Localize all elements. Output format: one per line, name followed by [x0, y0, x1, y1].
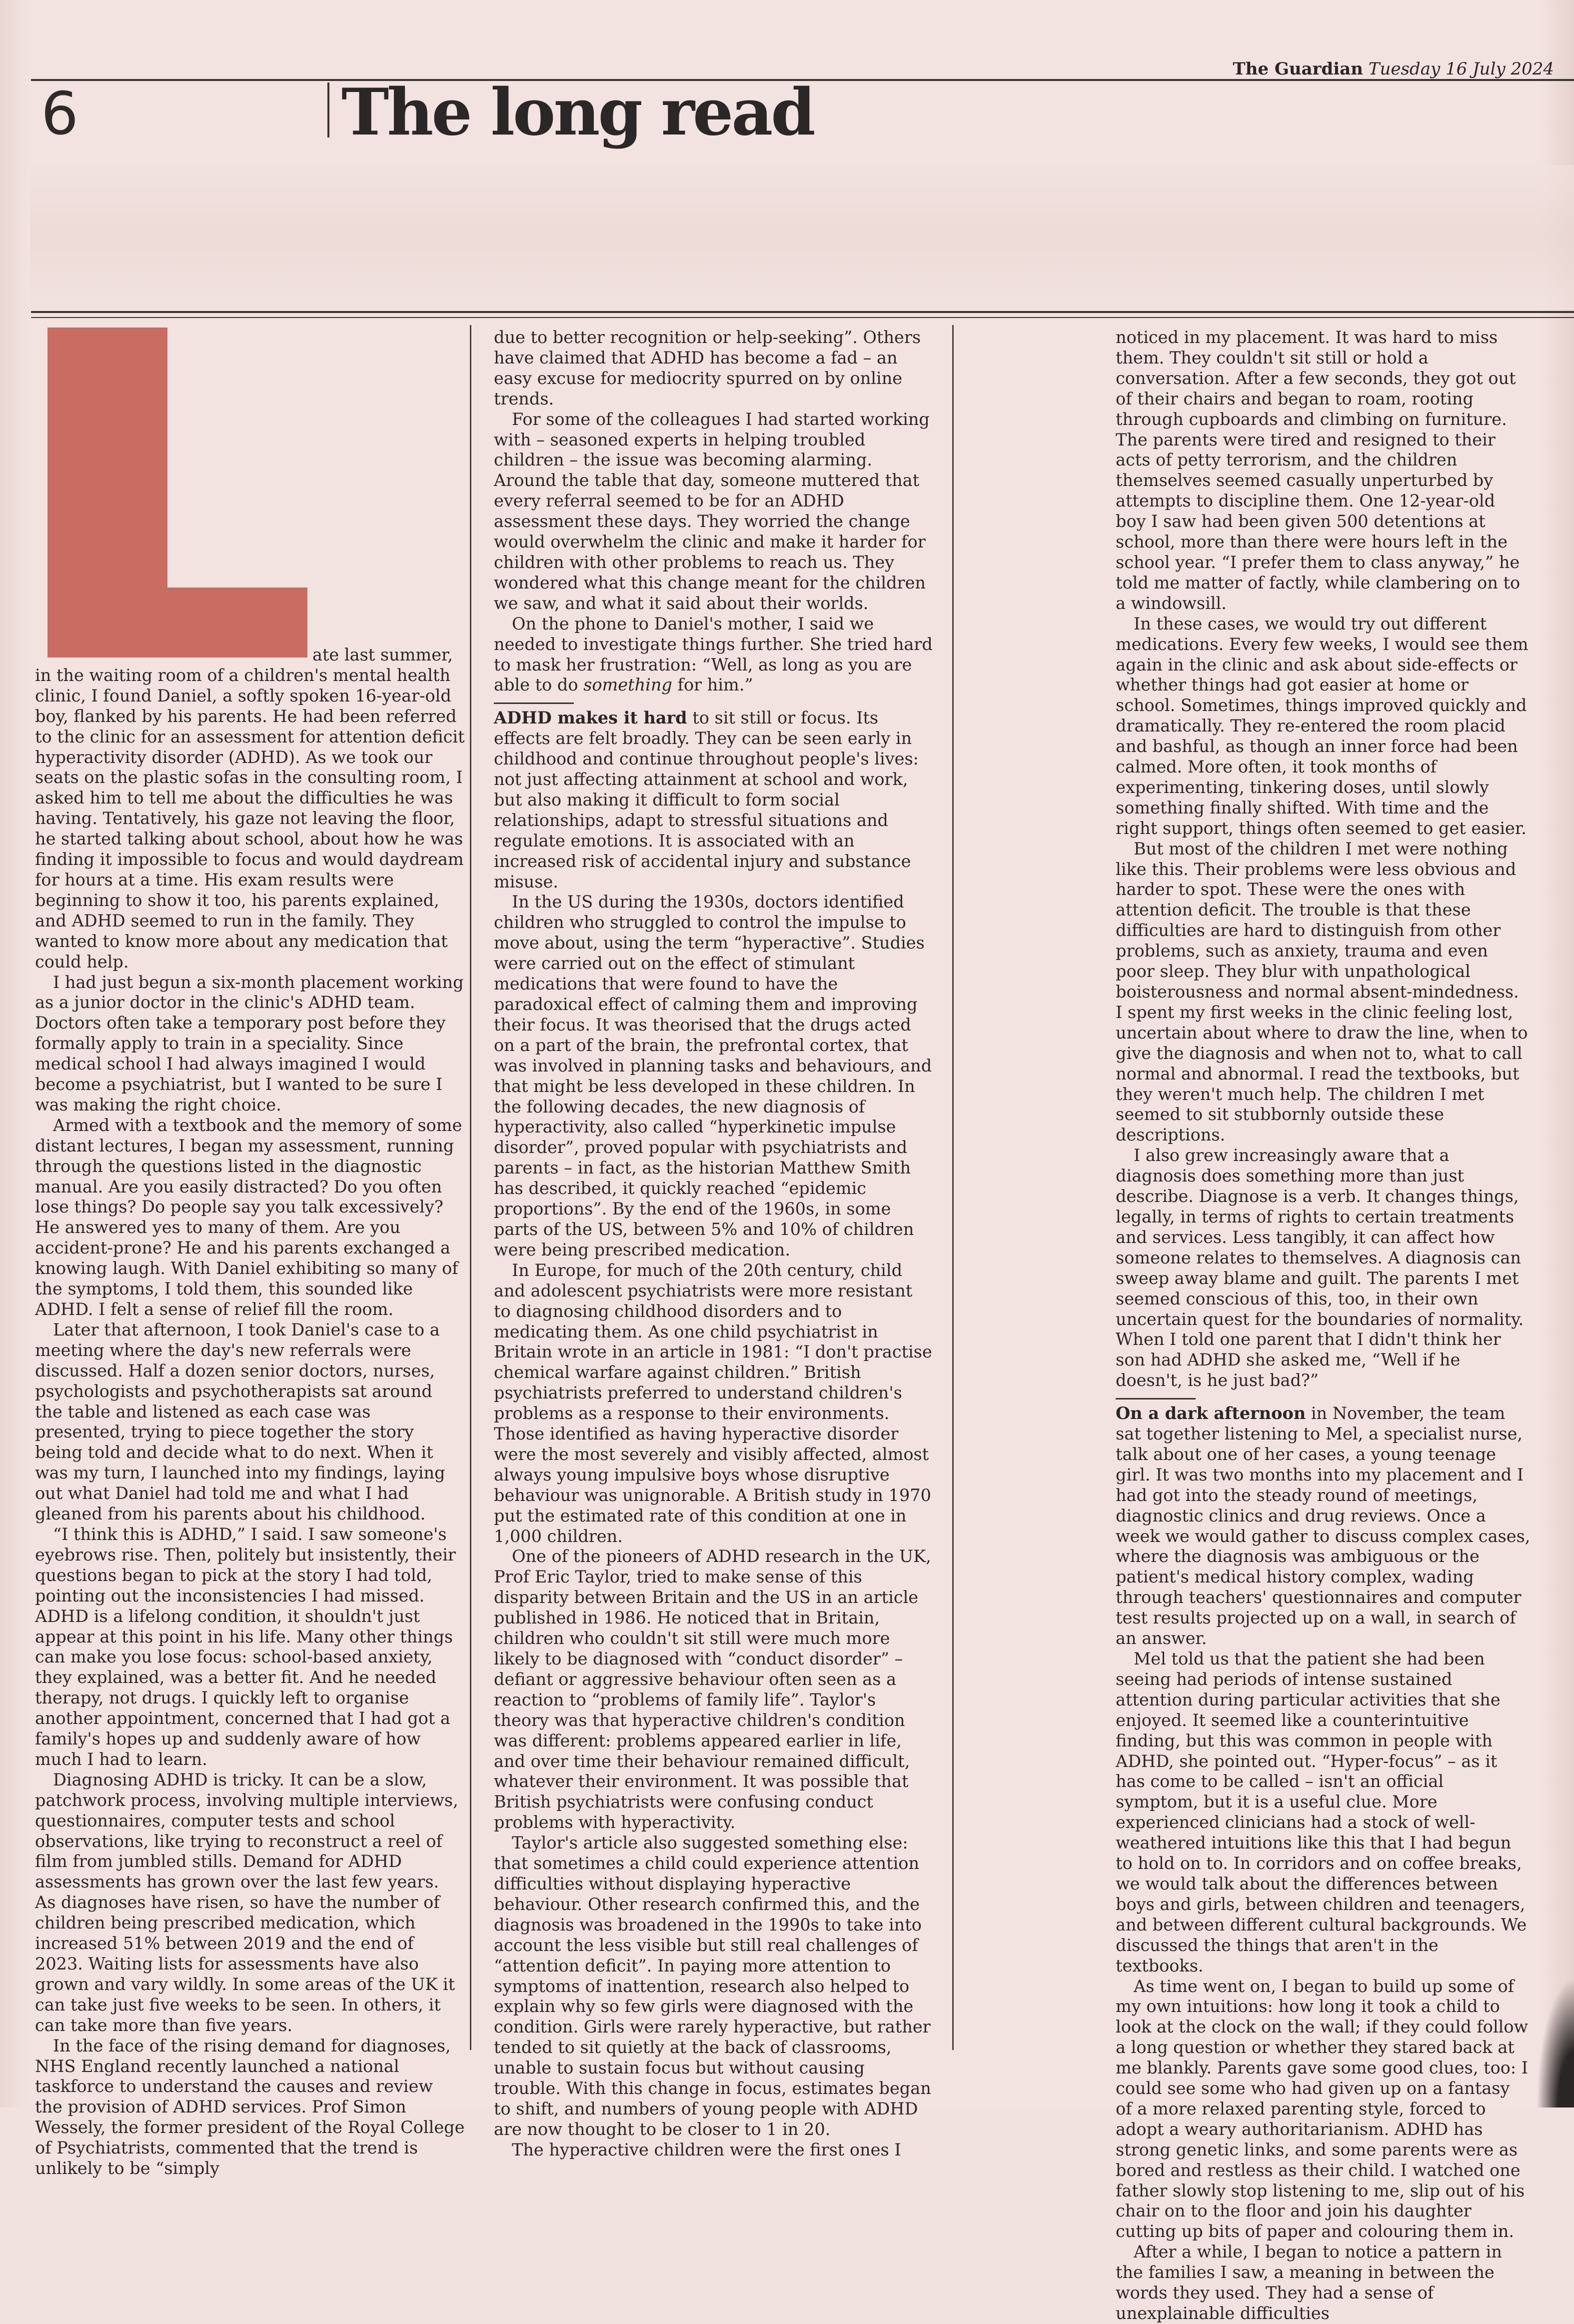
newspaper-name: The Guardian — [1233, 59, 1363, 79]
paragraph: On a dark afternoon in November, the team sat together listening to Mel, a specialist nurse, talk about one of her cases, a young teenage girl. It was two months into my placement and I had got into the steady round of meetings, diagnostic clinics and drug reviews. Once a week we would gather to discuss complex cases, where the diagnosis was ambiguous or the patient's medical history complex, wading through teachers' questionnaires and computer test results projected up on a wall, in search of an answer. — [1116, 1404, 1531, 1648]
masthead-info — [1233, 59, 1554, 79]
paragraph: “I think this is ADHD,” I said. I saw someone's eyebrows rise. Then, politely but insistently, their questions began to pick at the story I had told, pointing out the inconsistencies I had missed. ADHD is a lifelong condition, it shouldn't just appear at this point in his life. Many other things can make you lose focus: school-based anxiety, they explained, was a better fit. And he needed therapy, not drugs. I quickly left to organise another appointment, concerned that I had got a family's hopes up and suddenly aware of how much I had to learn. — [35, 1524, 456, 1769]
paragraph: I also grew increasingly aware that a diagnosis does something more than just describe. Diagnose is a verb. It changes things, legally, in terms of rights to certain treatments and services. Less tangibly, it can affect how someone relates to themselves. A diagnosis can sweep away blame and guilt. The parents I met seemed conscious of this, too, in their own uncertain quest for the boundaries of normality. When I told one parent that I didn't think her son had ADHD she asked me, “Well if he doesn't, is he just bad?” — [1116, 1146, 1524, 1390]
header-separator — [327, 82, 329, 138]
paragraph: The hyperactive children were the first ones I — [512, 2140, 901, 2160]
paragraph: For some of the colleagues I had started working with – seasoned experts in helping troubled children – the issue was becoming alarming. Around the table that day, someone muttered that every referral seemed to be for an ADHD assessment these days. They worried the change would overwhelm the clinic and make it harder for children with other problems to reach us. They wondered what this change meant for the children we saw, and what it said about their worlds. — [494, 409, 930, 613]
column-2 — [494, 328, 934, 2160]
column-rule-1 — [470, 325, 471, 2050]
paragraph: In the US during the 1930s, doctors identified children who struggled to control the impulse to move about, using the term “hyperactive”. Studies were carried out on the effect of stimulant medications that were found to have the paradoxical effect of calming them and improving their focus. It was theorised that the drugs acted on a part of the brain, the prefrontal cortex, that was involved in planning tasks and behaviours, and that might be less developed in these children. In the following decades, the new diagnosis of hyperactivity, also called “hyperkinetic impulse disorder”, proved popular with psychiatrists and parents – in fact, as the historian Matthew Smith has described, it quickly reached “epidemic proportions”. By the end of the 1960s, in some parts of the US, between 5% and 10% of children were being prescribed medication. — [494, 892, 932, 1260]
paragraph: due to better recognition or help-seeking”. Others have claimed that ADHD has become a fad – an easy excuse for mediocrity spurred on by online trends. — [494, 328, 921, 408]
paragraph: Later that afternoon, I took Daniel's case to a meeting where the day's new referrals were discussed. Half a dozen senior doctors, nurses, psychologists and psychotherapists sat around the table and listened as each case was presented, trying to piece together the story being told and decide what to do next. When it was my turn, I launched into my findings, laying out what Daniel had told me and what I had gleaned from his parents about his childhood. — [35, 1320, 445, 1524]
divider-rule-thin — [31, 317, 1574, 318]
show-through-band — [30, 165, 1574, 310]
paragraph: ADHD makes it hard to sit still or focus. Its effects are felt broadly. They can be seen early in childhood and continue throughout people's lives: not just affecting attainment at school and work, but also making it difficult to form social relationships, adapt to stressful situations and regulate emotions. It is associated with an increased risk of accidental injury and substance misuse. — [494, 708, 919, 892]
section-lead-in: ADHD makes it hard — [494, 708, 687, 728]
paragraph: Diagnosing ADHD is tricky. It can be a slow, patchwork process, involving multiple interviews, questionnaires, computer tests and school observations, like trying to reconstruct a reel of film from jumbled stills. Demand for ADHD assessments has grown over the last few years. As diagnoses have risen, so have the number of children being prescribed medication, which increased 51% between 2019 and the end of 2023. Waiting lists for assessments have also grown and vary wildly. In some areas of the UK it can take just five weeks to be seen. In others, it can take more than five years. — [35, 1770, 458, 2035]
issue-date: Tuesday 16 July 2024 — [1368, 59, 1554, 79]
column-rule-2 — [952, 325, 954, 2050]
paragraph: I had just begun a six-month placement working as a junior doctor in the clinic's ADHD team. Doctors often take a temporary post before they formally apply to train in a speciality. Since medical school I had always imagined I would become a psychiatrist, but I wanted to be sure I was making the right choice. — [35, 972, 464, 1114]
paragraph: Armed with a textbook and the memory of some distant lectures, I began my assessment, running through the questions listed in the diagnostic manual. Are you easily distracted? Do you often lose things? Do people say you talk excessively? He answered yes to many of them. Are you accident-prone? He and his parents exchanged a knowing laugh. With Daniel exhibiting so many of the symptoms, I told them, this sounded like ADHD. I felt a sense of relief fill the room. — [35, 1115, 462, 1319]
paragraph: In Europe, for much of the 20th century, child and adolescent psychiatrists were more resistant to diagnosing childhood disorders and to medicating them. As one child psychiatrist in Britain wrote in an article in 1981: “I don't practise chemical warfare against children.” British psychiatrists preferred to understand children's problems as a response to their environments. Those identified as having hyperactive disorder were the most severely and visibly affected, almost always young impulsive boys whose disruptive behaviour was unignorable. A British study in 1970 put the estimated rate of this condition at one in 1,000 children. — [494, 1260, 932, 1546]
paragraph: Taylor's article also suggested something else: that sometimes a child could experience attention difficulties without displaying hyperactive behaviour. Other research confirmed this, and the diagnosis was broadened in the 1990s to take into account the less visible but still real challenges of “attention deficit”. In paying more attention to symptoms of inattention, research also helped to explain why so few girls were diagnosed with the condition. Girls were rarely hyperactive, but rather tended to sit quietly at the back of classrooms, unable to sustain focus but without causing trouble. With this change in focus, estimates began to shift, and numbers of young people with ADHD are now thought to be closer to 1 in 20. — [494, 1833, 931, 2139]
paragraph: But most of the children I met were nothing like this. Their problems were less obvious and harder to spot. These were the ones with attention deficit. The trouble is that these difficulties are hard to distinguish from other problems, such as anxiety, trauma and even poor sleep. They blur with unpathological boisterousness and normal absent-mindedness. I spent my first weeks in the clinic feeling lost, uncertain about where to draw the line, when to give the diagnosis and when not to, what to call normal and abnormal. I read the textbooks, but they weren't much help. The children I met seemed to sit stubbornly outside these descriptions. — [1116, 838, 1528, 1145]
paragraph: As time went on, I began to build up some of my own intuitions: how long it took a child to look at the clock on the wall; if they could follow a long question or whether they stared back at me blankly. Parents gave some good clues, too: I could see some who had given up on a fantasy of a more relaxed parenting style, forced to adopt a weary authoritarianism. ADHD has strong genetic links, and some parents were as bored and restless as their child. I watched one father slowly stop listening to me, slip out of his chair on to the floor and join his daughter cutting up bits of paper and colouring them in. — [1116, 1976, 1529, 2242]
paragraph: noticed in my placement. It was hard to miss them. They couldn't sit still or hold a conversation. After a few seconds, they got out of their chairs and began to roam, rooting through cupboards and climbing on furniture. The parents were tired and resigned to their acts of petty terrorism, and the children themselves seemed casually unperturbed by attempts to discipline them. One 12-year-old boy I saw had been given 500 detentions at school, more than there were hours left in the school year. “I prefer them to class anyway,” he told me matter of factly, while clambering on to a windowsill. — [1116, 328, 1521, 613]
column-1 — [35, 328, 465, 2179]
paragraph: Mel told us that the patient she had been seeing had periods of intense sustained attention during particular activities that she enjoyed. It seemed like a counterintuitive finding, but this was common in people with ADHD, she pointed out. “Hyper-focus” – as it has come to be called – isn't an official symptom, but it is a useful clue. More experienced clinicians had a stock of well-weathered intuitions like this that I had begun to hold on to. In corridors and on coffee breaks, we would talk about the differences between boys and girls, between children and teenagers, and between different cultural backgrounds. We discussed the things that aren't in the textbooks. — [1116, 1649, 1527, 1976]
section-break-rule — [494, 702, 574, 704]
paragraph: On the phone to Daniel's mother, I said we needed to investigate things further. She tried hard to mask her frustration: “Well, as long as you are able to do something for him.” — [494, 614, 933, 695]
section-break-rule — [1116, 1398, 1196, 1400]
divider-rule — [31, 311, 1574, 313]
ink-smudge — [1537, 1978, 1574, 2108]
page-number: 6 — [41, 79, 79, 148]
paragraph: One of the pioneers of ADHD research in the UK, Prof Eric Taylor, tried to make sense of this disparity between Britain and the US in an article published in 1986. He noticed that in Britain, children who couldn't sit still were much more likely to be diagnosed with “conduct disorder” – defiant or aggressive behaviour often seen as a reaction to “problems of family life”. Taylor's theory was that hyperactive children's condition was different: problems appeared earlier in life, and over time their behaviour remained difficult, whatever their environment. It was possible that British psychiatrists were confusing conduct problems with hyperactivity. — [494, 1546, 931, 1832]
paragraph: ate last summer, in the waiting room of a children's mental health clinic, I found Daniel, a softly spoken 16-year-old boy, flanked by his parents. He had been referred to the clinic for an assessment for attention deficit hyperactivity disorder (ADHD). As we took our seats on the plastic sofas in the consulting room, I asked him to tell me about the difficulties he was having. Tentatively, his gaze not leaving the floor, he started talking about school, about how he was finding it impossible to focus and would daydream for hours at a time. His exam results were beginning to show it too, his parents explained, and ADHD seemed to run in the family. They wanted to know more about any medication that could help. — [35, 645, 465, 972]
emphasis: something — [583, 675, 672, 695]
paragraph: In the face of the rising demand for diagnoses, NHS England recently launched a national taskforce to understand the causes and review the provision of ADHD services. Prof Simon Wessely, the former president of the Royal College of Psychiatrists, commented that the trend is unlikely to be “simply — [35, 2036, 465, 2178]
section-lead-in: On a dark afternoon — [1116, 1404, 1306, 1424]
section-title: The long read — [341, 75, 814, 150]
paragraph: In these cases, we would try out different medications. Every few weeks, I would see them again in the clinic and ask about side-effects or whether things had got easier at home or school. Sometimes, things improved quickly and dramatically. They re-entered the room placid and bashful, as though an inner force had been calmed. More often, it took months of experimenting, tinkering doses, until slowly something finally shifted. With time and the right support, things often seemed to get easier. — [1116, 614, 1529, 838]
column-3 — [1116, 328, 1531, 2324]
paragraph: After a while, I began to notice a pattern in the families I saw, a meaning in between the words they used. They had a sense of unexplainable difficulties — [1116, 2242, 1502, 2323]
